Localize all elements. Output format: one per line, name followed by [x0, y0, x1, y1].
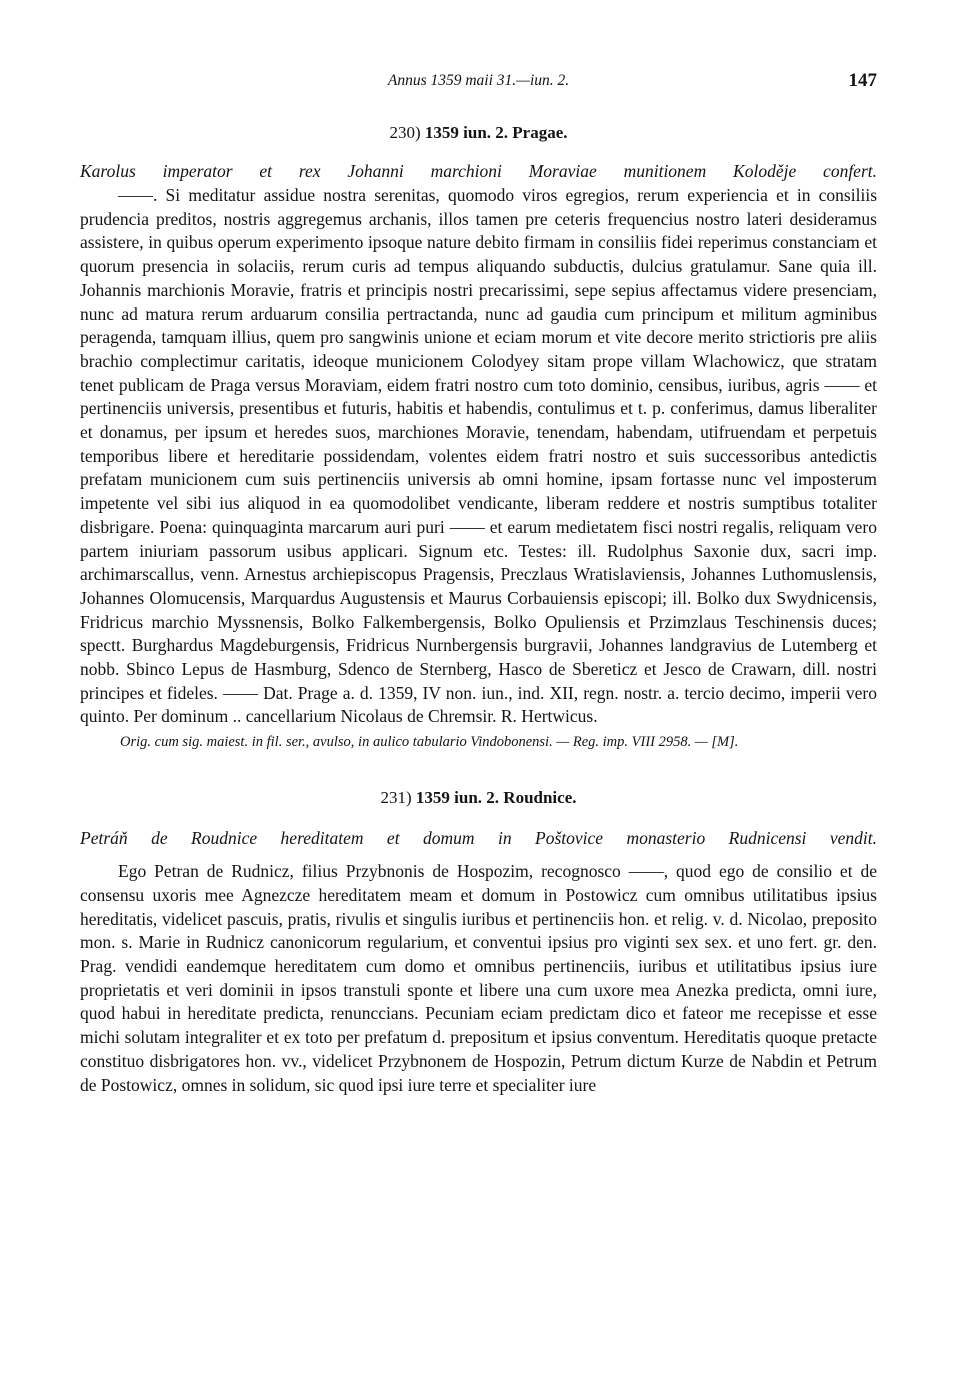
document-230-text-content: ——. Si meditatur assidue nostra serenitas, quomodo viros egregios, rerum experiencia et in consiliis prudencia preditos, nostris aggregemus archanis, illos tamen pre ceteris frequencius nostro lateri desideramus assistere, in quibus operum experimento ipsoque nature debito firmam in consiliis fidei reperimus constanciam et quorum presencia in solaciis, rerum curis ad tempus aliquando subductis, dulcius gratulamur. Sane quia ill. Johannis marchionis Moravie, fratris et principis nostri precarissimi, sepe sepius affectamus videre presenciam, nunc ad matura rerum arduarum consilia pertractanda, nunc ad gaudia cum principum et militum agminibus peragenda, tamquam illius, quem pro sangwinis unione et eciam morum et vite decore merito strictioris pre aliis brachio complectimur caritatis, ideoque municionem Colodyey sitam prope villam Wlachowicz, que stratam tenet publicam de Praga versus Moraviam, eidem fratri nostro cum toto dominio, censibus, iuribus, agris —— et pertinenciis universis, presentibus et futuris, habitis et habendis, contulimus et t. p. conferimus, damus liberaliter et donamus, per ipsum et heredes suos, marchiones Moravie, tenendam, habendam, utifruendam et perpetuis temporibus libere et hereditarie possidendam, volentes eidem fratri nostro et suis successoribus antedictis prefatam municionem cum suis pertinenciis universis ab omni homine, ipsam fortasse nunc vel imposterum impetente vel sibi ius aliquod in ea quomodolibet vendicante, liberam reddere et nostris sumptibus totaliter disbrigare. Poena: quinquaginta marcarum auri puri —— et earum medietatem fisci nostri regalis, reliquam vero partem iniuriam passorum usibus applicari. Signum etc. Testes: ill. Rudolphus Saxonie dux, sacri imp. archimarscallus, venn. Arnestus archiepiscopus Pragensis, Preczlaus Wratislaviensis, Johannes Luthomuslensis, Johannes Olomucensis, Marquardus Augustensis et Maurus Corbauiensis episcopi; ill. Bolko dux Swydnicensis, Fridricus marchio Myssnensis, Bolko Falkembergensis, Bolko Opuliensis et Przimzlaus Teschinensis duces; spectt. Burghardus Magdeburgensis, Fridricus Nurnbergensis burgravii, Johannes landgravius de Lutemberg et nobb. Sbinco Lepus de Hasmburg, Sdenco de Sternberg, Hasco de Sbereticz et Jesco de Crawarn, dill. nostri principes et fideles. —— Dat. Prage a. d. 1359, IV non. iun., ind. XII, regn. nostr. a. tercio decimo, imperii vero quinto. Per dominum .. cancellarium Nicolaus de Chremsir. R. Hertwicus. — [80, 185, 877, 727]
document-230-heading — [80, 123, 877, 143]
document-231-date: 1359 iun. 2. Roudnice. — [415, 788, 577, 808]
document-230-regest: Karolus imperator et rex Johanni marchioni Moraviae munitionem Koloděje confert. — [80, 161, 877, 181]
document-230-text — [80, 184, 877, 729]
document-231-text — [80, 860, 877, 1097]
document-230-date: 1359 iun. 2. Pragae. — [424, 123, 568, 142]
page-header — [80, 60, 877, 90]
document-231-text-content: Ego Petran de Rudnicz, filius Przybnonis de Hospozim, recognosco ——, quod ego de consilio et de consensu uxoris mee Agnezcze hereditatem meam et domum in Postowicz cum omnibus utilitatibus ipsius hereditatis, videlicet pascuis, pratis, rivulis et singulis iuribus et pertinenciis hon. et relig. v. d. Nicolao, preposito mon. s. Marie in Rudnicz canonicorum regularium, et conventui ipsius pro viginti sex sex. et uno fert. gr. den. Prag. vendidi eandemque hereditatem cum domo et omnibus pertinenciis, iuribus et utilitatibus ipsius iure proprietatis et veri dominii in ipsos transtuli sponte et libere una cum uxore mea Anezka predicta, omni iure, quod habui in hereditate predicta, renunccians. Pecuniam eciam predictam dico et fateor me recepisse et esse michi solutam integraliter et ex toto per prefatum d. prepositum et ipsius conventum. Hereditatis quoque pretacte constituo disbrigatores hon. vv., videlicet Przybnonem de Hospozin, Petrum dictum Kurze de Nabdin et Petrum de Postowicz, omnes in solidum, sic quod ipsi iure terre et specialiter iure — [80, 861, 877, 1095]
document-page — [80, 60, 877, 1097]
document-231-regest: Petráň de Roudnice hereditatem et domum in Poštovice monasterio Rudnicensi vendit. — [80, 828, 877, 849]
document-230-source-note — [80, 733, 877, 752]
document-230-note-content: Orig. cum sig. maiest. in fil. ser., avulso, in aulico tabulario Vindobonensi. — Reg. imp. VIII 2958. — [M]. — [120, 734, 739, 751]
document-231-number: 231) — [380, 788, 412, 808]
page-number: 147 — [848, 70, 877, 91]
document-230-number: 230) — [389, 123, 421, 142]
document-231-heading — [80, 788, 877, 808]
running-title: Annus 1359 maii 31.—iun. 2. — [387, 72, 570, 89]
